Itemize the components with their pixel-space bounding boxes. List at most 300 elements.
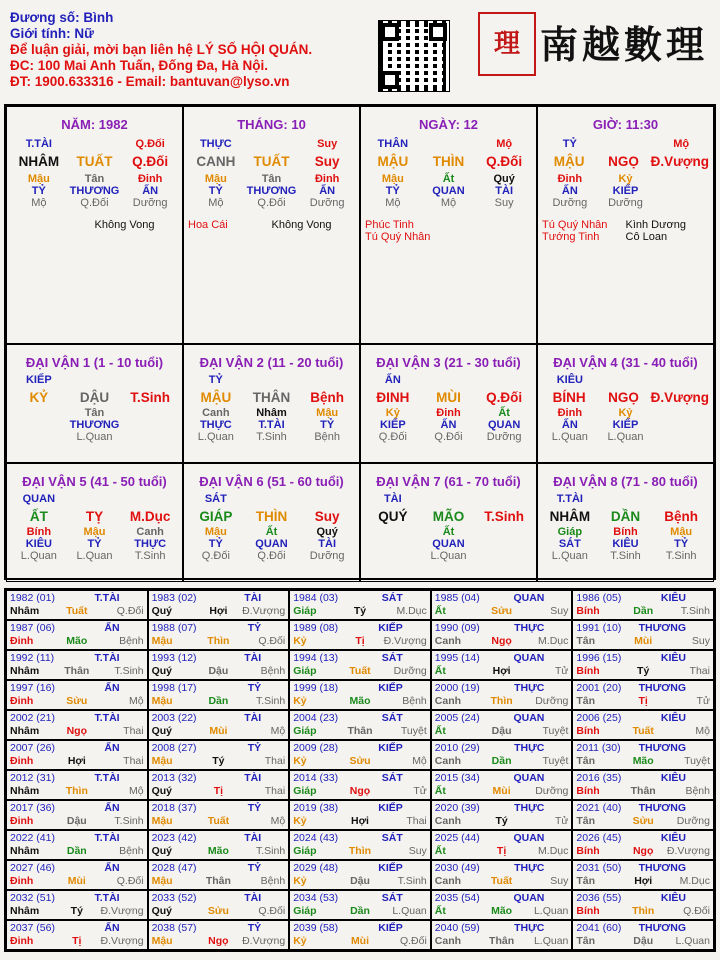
pillar-hidden-gods-cell: ẤN <box>561 185 578 197</box>
year-head <box>293 712 427 725</box>
daivan-hidden-gods-cell: KIẾP <box>379 419 406 431</box>
year-cell <box>289 740 431 770</box>
year-head <box>152 652 286 665</box>
year-stem: Bính <box>576 725 600 737</box>
daivan-hidden-gods <box>11 419 178 431</box>
year-label: 2017 (36) <box>10 802 55 814</box>
year-stage: Đ.Vượng <box>242 935 286 947</box>
daivan-hidden-gods <box>188 538 355 550</box>
year-branch: Mão <box>632 755 654 767</box>
phone-email-line[interactable]: ĐT: 1900.633316 - Email: bantuvan@lyso.vn <box>10 74 290 89</box>
year-head <box>293 832 427 845</box>
year-branch: Sửu <box>66 695 88 707</box>
year-pillar <box>293 785 427 798</box>
year-label: 2004 (23) <box>293 712 339 724</box>
pillar-stage <box>188 197 355 209</box>
gender-line: Giới tính: Nữ <box>10 26 94 41</box>
pillar-star: Kình Dương <box>625 219 686 231</box>
year-god: ẤN <box>104 742 120 754</box>
daivan-hidden-gods-cell: QUAN <box>255 538 288 550</box>
year-head <box>293 742 427 755</box>
year-pillar <box>293 605 427 618</box>
year-god: THƯƠNG <box>638 802 686 814</box>
year-branch: Sửu <box>207 905 229 917</box>
year-cell <box>6 740 148 770</box>
year-stage: T.Sinh <box>256 695 286 707</box>
year-label: 2034 (53) <box>293 892 339 904</box>
daivan-top-god-cell <box>653 374 709 386</box>
owner-line: Đương số: Bình <box>10 10 114 25</box>
year-label: 2008 (27) <box>151 742 197 754</box>
pillar-stem-branch-cell: Đ.Vượng <box>650 154 709 169</box>
year-stage: Mộ <box>695 725 710 737</box>
year-label: 1996 (15) <box>576 652 622 664</box>
daivan-cell <box>360 344 537 463</box>
year-stage: T.Sinh <box>256 845 286 857</box>
year-head <box>435 742 569 755</box>
year-stem: Tân <box>576 755 596 767</box>
year-head <box>10 652 144 665</box>
daivan-hidden-gods-cell: QUAN <box>487 419 521 431</box>
year-pillar <box>435 815 569 828</box>
daivan-hidden-gods-cell: KIÊU <box>25 538 52 550</box>
daivan-hidden-stems-cell: Mậu <box>670 526 693 538</box>
daivan-hidden-stems-cell: Bính <box>26 526 52 538</box>
year-branch: Mão <box>207 845 229 857</box>
year-stage: Bệnh <box>260 875 286 887</box>
daivan-hidden-stems-cell <box>11 407 67 419</box>
daivan-hidden-gods <box>365 419 532 431</box>
pillar-stage-cell <box>653 197 709 209</box>
pillar-hidden-gods-cell: KIẾP <box>612 185 639 197</box>
daivan-hidden-gods-cell: TỶ <box>208 538 223 550</box>
year-label: 1987 (06) <box>10 622 55 634</box>
year-head <box>152 922 286 935</box>
qr-code-icon[interactable] <box>378 20 450 92</box>
pillar-title: THÁNG: 10 <box>237 117 306 132</box>
year-stem: Mậu <box>151 815 173 827</box>
pillar-hidden-gods-cell: ẤN <box>142 185 159 197</box>
year-cell <box>431 890 573 920</box>
year-branch: Hợi <box>351 815 369 827</box>
year-pillar <box>152 725 286 738</box>
daivan-stage <box>188 431 355 443</box>
daivan-stem-branch-cell: THÂN <box>252 390 291 405</box>
year-god: THƯƠNG <box>638 622 686 634</box>
year-stage: Q.Đối <box>116 875 144 887</box>
pillar-hidden-stems-cell: Tân <box>84 173 105 185</box>
year-pillar <box>293 845 427 858</box>
year-god: ẤN <box>104 682 120 694</box>
pillar-cell <box>537 106 714 344</box>
daivan-top-god-cell <box>122 374 178 386</box>
pillar-stage-cell: Mộ <box>208 197 224 209</box>
daivan-hidden-gods-cell: ẤN <box>440 419 457 431</box>
year-head <box>435 922 569 935</box>
year-cell <box>148 740 290 770</box>
year-stem: Canh <box>434 875 462 887</box>
year-cell <box>289 590 431 620</box>
year-stem: Bính <box>576 845 600 857</box>
year-stem: Mậu <box>151 635 173 647</box>
year-pillar <box>152 605 286 618</box>
year-god: THƯƠNG <box>638 922 686 934</box>
pillar-hidden-stems-cell: Đinh <box>314 173 340 185</box>
year-head <box>293 622 427 635</box>
year-god: KIẾP <box>378 922 403 934</box>
year-god: T.TÀI <box>94 652 120 664</box>
daivan-stage-cell: L.Quan <box>551 431 588 443</box>
daivan-hidden-stems-cell: Ất <box>498 407 510 419</box>
year-stage: Tử <box>554 665 569 677</box>
year-label: 2038 (57) <box>151 922 197 934</box>
year-god: THỰC <box>514 742 545 754</box>
year-branch: Ngọ <box>632 845 654 857</box>
pillar-stem-branch-cell: MẬU <box>377 154 409 169</box>
daivan-stem-branch-cell: GIÁP <box>199 509 233 524</box>
year-stage: Tử <box>413 785 427 797</box>
year-head <box>293 592 427 605</box>
pillar-star: Không Vong <box>271 219 332 231</box>
pillar-star: Tướng Tinh <box>542 231 600 243</box>
year-label: 1997 (16) <box>10 682 55 694</box>
year-branch: Thân <box>347 725 373 737</box>
year-label: 2029 (48) <box>293 862 339 874</box>
year-stage: Suy <box>408 845 427 857</box>
seal-text: 理 <box>493 29 520 59</box>
year-pillar <box>576 695 710 708</box>
year-god: TÀI <box>244 832 262 844</box>
year-stem: Đinh <box>10 755 34 767</box>
year-branch: Tý <box>212 755 225 767</box>
year-cell <box>572 830 714 860</box>
year-head <box>576 772 710 785</box>
year-pillar <box>10 845 144 858</box>
daivan-hidden-stems-cell <box>122 407 178 419</box>
year-label: 2012 (31) <box>10 772 55 784</box>
year-pillar <box>576 635 710 648</box>
year-pillar <box>435 725 569 738</box>
year-cell <box>6 620 148 650</box>
year-god: KIẾP <box>378 862 403 874</box>
year-pillar <box>10 755 144 768</box>
year-pillar <box>293 815 427 828</box>
year-pillar <box>435 635 569 648</box>
year-stem: Quý <box>151 665 173 677</box>
year-stem: Tân <box>576 875 596 887</box>
year-head <box>10 832 144 845</box>
year-pillar <box>435 845 569 858</box>
year-cell <box>148 890 290 920</box>
pillar-star: Không Vong <box>94 219 155 231</box>
year-stem: Giáp <box>293 605 317 617</box>
daivan-stage-cell <box>122 431 178 443</box>
daivan-hidden-stems <box>542 407 709 419</box>
year-pillar <box>152 845 286 858</box>
year-god: THƯƠNG <box>638 862 686 874</box>
pillar-stem-branch-cell: TUẤT <box>253 154 290 169</box>
year-cell <box>431 710 573 740</box>
year-head <box>152 832 286 845</box>
pillar-cell <box>6 106 183 344</box>
daivan-hidden-stems-cell: Đinh <box>557 407 583 419</box>
daivan-top-god-cell: SÁT <box>204 493 227 505</box>
daivan-hidden-stems <box>365 526 532 538</box>
year-stem: Nhâm <box>10 845 40 857</box>
year-label: 2007 (26) <box>10 742 55 754</box>
year-pillar <box>152 935 286 948</box>
year-stem: Bính <box>576 785 600 797</box>
daivan-hidden-gods <box>542 538 709 550</box>
year-label: 1994 (13) <box>293 652 339 664</box>
year-head <box>435 592 569 605</box>
year-stem: Giáp <box>293 665 317 677</box>
pillar-top-god-cell <box>244 138 300 150</box>
year-cell <box>572 650 714 680</box>
year-branch: Thân <box>489 935 515 947</box>
year-branch: Dần <box>491 755 512 767</box>
year-head <box>293 802 427 815</box>
year-god: THỰC <box>514 862 545 874</box>
pillar-top-god-cell: T.TÀI <box>25 138 52 150</box>
daivan-stage-cell: Dưỡng <box>486 431 522 443</box>
daivan-stage-cell: T.Sinh <box>665 550 697 562</box>
year-head <box>435 682 569 695</box>
year-stage: M.Dục <box>538 845 569 857</box>
year-label: 2026 (45) <box>576 832 622 844</box>
year-stem: Kỷ <box>293 635 307 647</box>
daivan-hidden-gods-cell: THƯƠNG <box>69 419 120 431</box>
pillar-star: Hoa Cái <box>188 219 228 231</box>
pillar-hidden-gods-cell: TỶ <box>31 185 46 197</box>
year-branch: Sửu <box>632 815 654 827</box>
year-god: THƯƠNG <box>638 682 686 694</box>
year-cell <box>572 620 714 650</box>
pillar-top-god-cell: THỰC <box>199 138 232 150</box>
year-branch: Hợi <box>209 605 228 617</box>
pillar-hidden-stems-cell: Đinh <box>557 173 583 185</box>
year-branch: Tị <box>213 785 224 797</box>
daivan-top-god-cell: ẤN <box>384 374 401 386</box>
daivan-hidden-stems-cell <box>365 526 421 538</box>
year-branch: Dậu <box>491 725 512 737</box>
year-cell <box>572 770 714 800</box>
year-cell <box>148 710 290 740</box>
year-head <box>576 622 710 635</box>
year-god: TỶ <box>247 802 262 814</box>
year-head <box>576 802 710 815</box>
year-branch: Tuất <box>632 725 654 737</box>
pillar-stage-cell: Q.Đối <box>257 197 286 209</box>
year-stem: Kỷ <box>293 935 307 947</box>
year-stem: Mậu <box>151 695 173 707</box>
year-label: 2023 (42) <box>151 832 197 844</box>
year-stem: Giáp <box>293 785 317 797</box>
year-branch: Tuất <box>349 665 371 677</box>
pillar-hidden-stems-cell: Kỷ <box>618 173 633 185</box>
pillar-title: NGÀY: 12 <box>419 117 478 132</box>
year-stage: Đ.Vượng <box>100 935 144 947</box>
year-pillar <box>152 755 286 768</box>
daivan-hidden-stems-cell: Canh <box>136 526 164 538</box>
daivan-stem-branch <box>365 390 532 405</box>
pillar-hidden-stems-cell: Mậu <box>381 173 404 185</box>
pillar-stage-cell: Dưỡng <box>132 197 168 209</box>
year-cell <box>148 860 290 890</box>
daivan-hidden-gods <box>542 419 709 431</box>
year-stage: Tuyệt <box>684 755 710 767</box>
daivan-hidden-stems-cell: Canh <box>202 407 230 419</box>
year-god: QUAN <box>513 832 545 844</box>
daivan-stage-cell: Q.Đối <box>201 550 230 562</box>
year-branch: Mão <box>349 695 371 707</box>
year-stage: L.Quan <box>392 905 427 917</box>
pillar-top-god <box>188 138 355 150</box>
pillar-stem-branch-cell: MẬU <box>553 154 585 169</box>
year-stem: Bính <box>576 605 600 617</box>
year-pillar <box>293 875 427 888</box>
pillar-grid <box>4 104 716 580</box>
year-pillar <box>152 875 286 888</box>
pillar-stars <box>11 219 178 231</box>
pillar-top-god-cell: THÂN <box>377 138 409 150</box>
daivan-stage-cell: Q.Đối <box>257 550 286 562</box>
year-pillar <box>152 635 286 648</box>
year-label: 2000 (19) <box>434 682 480 694</box>
pillar-stage-cell: Dưỡng <box>608 197 643 209</box>
daivan-stage-cell: Q.Đối <box>434 431 463 443</box>
daivan-stem-branch-cell: T.Sinh <box>484 509 525 524</box>
year-label: 2009 (28) <box>293 742 339 754</box>
year-branch: Mão <box>491 905 513 917</box>
year-branch: Sửu <box>491 605 513 617</box>
year-god: KIÊU <box>660 712 686 724</box>
year-head <box>152 712 286 725</box>
year-label: 1999 (18) <box>293 682 339 694</box>
year-stage: M.Dục <box>396 605 427 617</box>
year-god: ẤN <box>104 802 120 814</box>
year-head <box>435 622 569 635</box>
pillar-stage <box>11 197 178 209</box>
daivan-top-god-cell: QUAN <box>22 493 56 505</box>
year-pillar <box>435 695 569 708</box>
year-branch: Tý <box>353 605 367 617</box>
pillar-stage-cell: Q.Đối <box>80 197 109 209</box>
daivan-cell <box>6 463 183 582</box>
year-stage: Thai <box>264 785 286 797</box>
year-head <box>576 862 710 875</box>
year-stem: Đinh <box>10 875 34 887</box>
year-god: QUAN <box>513 652 545 664</box>
year-head <box>152 772 286 785</box>
daivan-top-god <box>11 493 178 505</box>
daivan-top-god <box>188 493 355 505</box>
daivan-stem-branch-cell: NHÂM <box>549 509 591 524</box>
pillar-stem-branch-cell: TUẤT <box>76 154 113 169</box>
daivan-cell <box>537 344 714 463</box>
daivan-hidden-gods-cell: SÁT <box>558 538 581 550</box>
year-branch: Thân <box>630 785 656 797</box>
year-head <box>576 682 710 695</box>
year-label: 1989 (08) <box>293 622 339 634</box>
year-stage: Thai <box>689 665 710 677</box>
year-label: 1982 (01) <box>10 592 55 604</box>
year-god: THƯƠNG <box>638 742 686 754</box>
year-head <box>435 832 569 845</box>
year-branch: Hợi <box>634 875 653 887</box>
year-label: 1985 (04) <box>434 592 480 604</box>
year-head <box>10 892 144 905</box>
year-stage: L.Quan <box>675 935 710 947</box>
year-branch: Tuất <box>490 875 513 887</box>
daivan-hidden-gods-cell: T.TÀI <box>258 419 285 431</box>
pillar-cell <box>183 106 360 344</box>
pillar-hidden-gods-cell: TÀI <box>495 185 514 197</box>
year-pillar <box>576 815 710 828</box>
year-stage: Tuyệt <box>542 725 569 737</box>
year-stage: Dưỡng <box>535 785 569 797</box>
year-pillar <box>576 875 710 888</box>
daivan-hidden-stems-cell: Nhâm <box>256 407 287 419</box>
year-head <box>10 592 144 605</box>
year-cell <box>572 680 714 710</box>
year-head <box>10 742 144 755</box>
daivan-stem-branch-cell: DẦN <box>610 509 641 524</box>
pillar-hidden-gods-cell: QUAN <box>432 185 465 197</box>
pillar-star <box>11 219 95 231</box>
pillar-stars <box>542 219 709 243</box>
year-stem: Kỷ <box>293 695 307 707</box>
year-pillar <box>435 605 569 618</box>
year-stage: T.Sinh <box>397 875 427 887</box>
year-head <box>576 832 710 845</box>
year-branch: Thìn <box>207 635 230 647</box>
year-head <box>152 742 286 755</box>
daivan-top-god-cell <box>476 374 532 386</box>
year-stage: Mộ <box>270 725 286 737</box>
year-branch: Mùi <box>67 875 86 887</box>
year-cell <box>572 860 714 890</box>
pillar-stars <box>188 219 355 231</box>
year-label: 1993 (12) <box>151 652 197 664</box>
year-pillar <box>10 725 144 738</box>
daivan-cell <box>183 344 360 463</box>
daivan-hidden-stems <box>188 407 355 419</box>
year-god: THỰC <box>514 922 545 934</box>
year-label: 1992 (11) <box>10 652 55 664</box>
year-branch: Dần <box>350 905 370 917</box>
year-stage: Suy <box>691 635 710 647</box>
year-branch: Tý <box>637 665 650 677</box>
daivan-stage-cell <box>653 431 709 443</box>
year-label: 2022 (41) <box>10 832 55 844</box>
year-label: 2024 (43) <box>293 832 339 844</box>
pillar-stem-branch <box>188 154 355 169</box>
year-stage: Đ.Vượng <box>242 605 286 617</box>
year-head <box>152 802 286 815</box>
year-stem: Mậu <box>151 935 173 947</box>
year-head <box>576 922 710 935</box>
year-stage: Dưỡng <box>535 695 569 707</box>
year-pillar <box>576 905 710 918</box>
daivan-top-god <box>365 374 532 386</box>
year-stage: Tuyệt <box>542 755 569 767</box>
year-cell <box>148 680 290 710</box>
year-branch: Ngọ <box>66 725 87 737</box>
year-god: T.TÀI <box>94 592 120 604</box>
year-stem: Ất <box>434 725 446 737</box>
pillar-hidden-stems-cell: Đinh <box>137 173 163 185</box>
